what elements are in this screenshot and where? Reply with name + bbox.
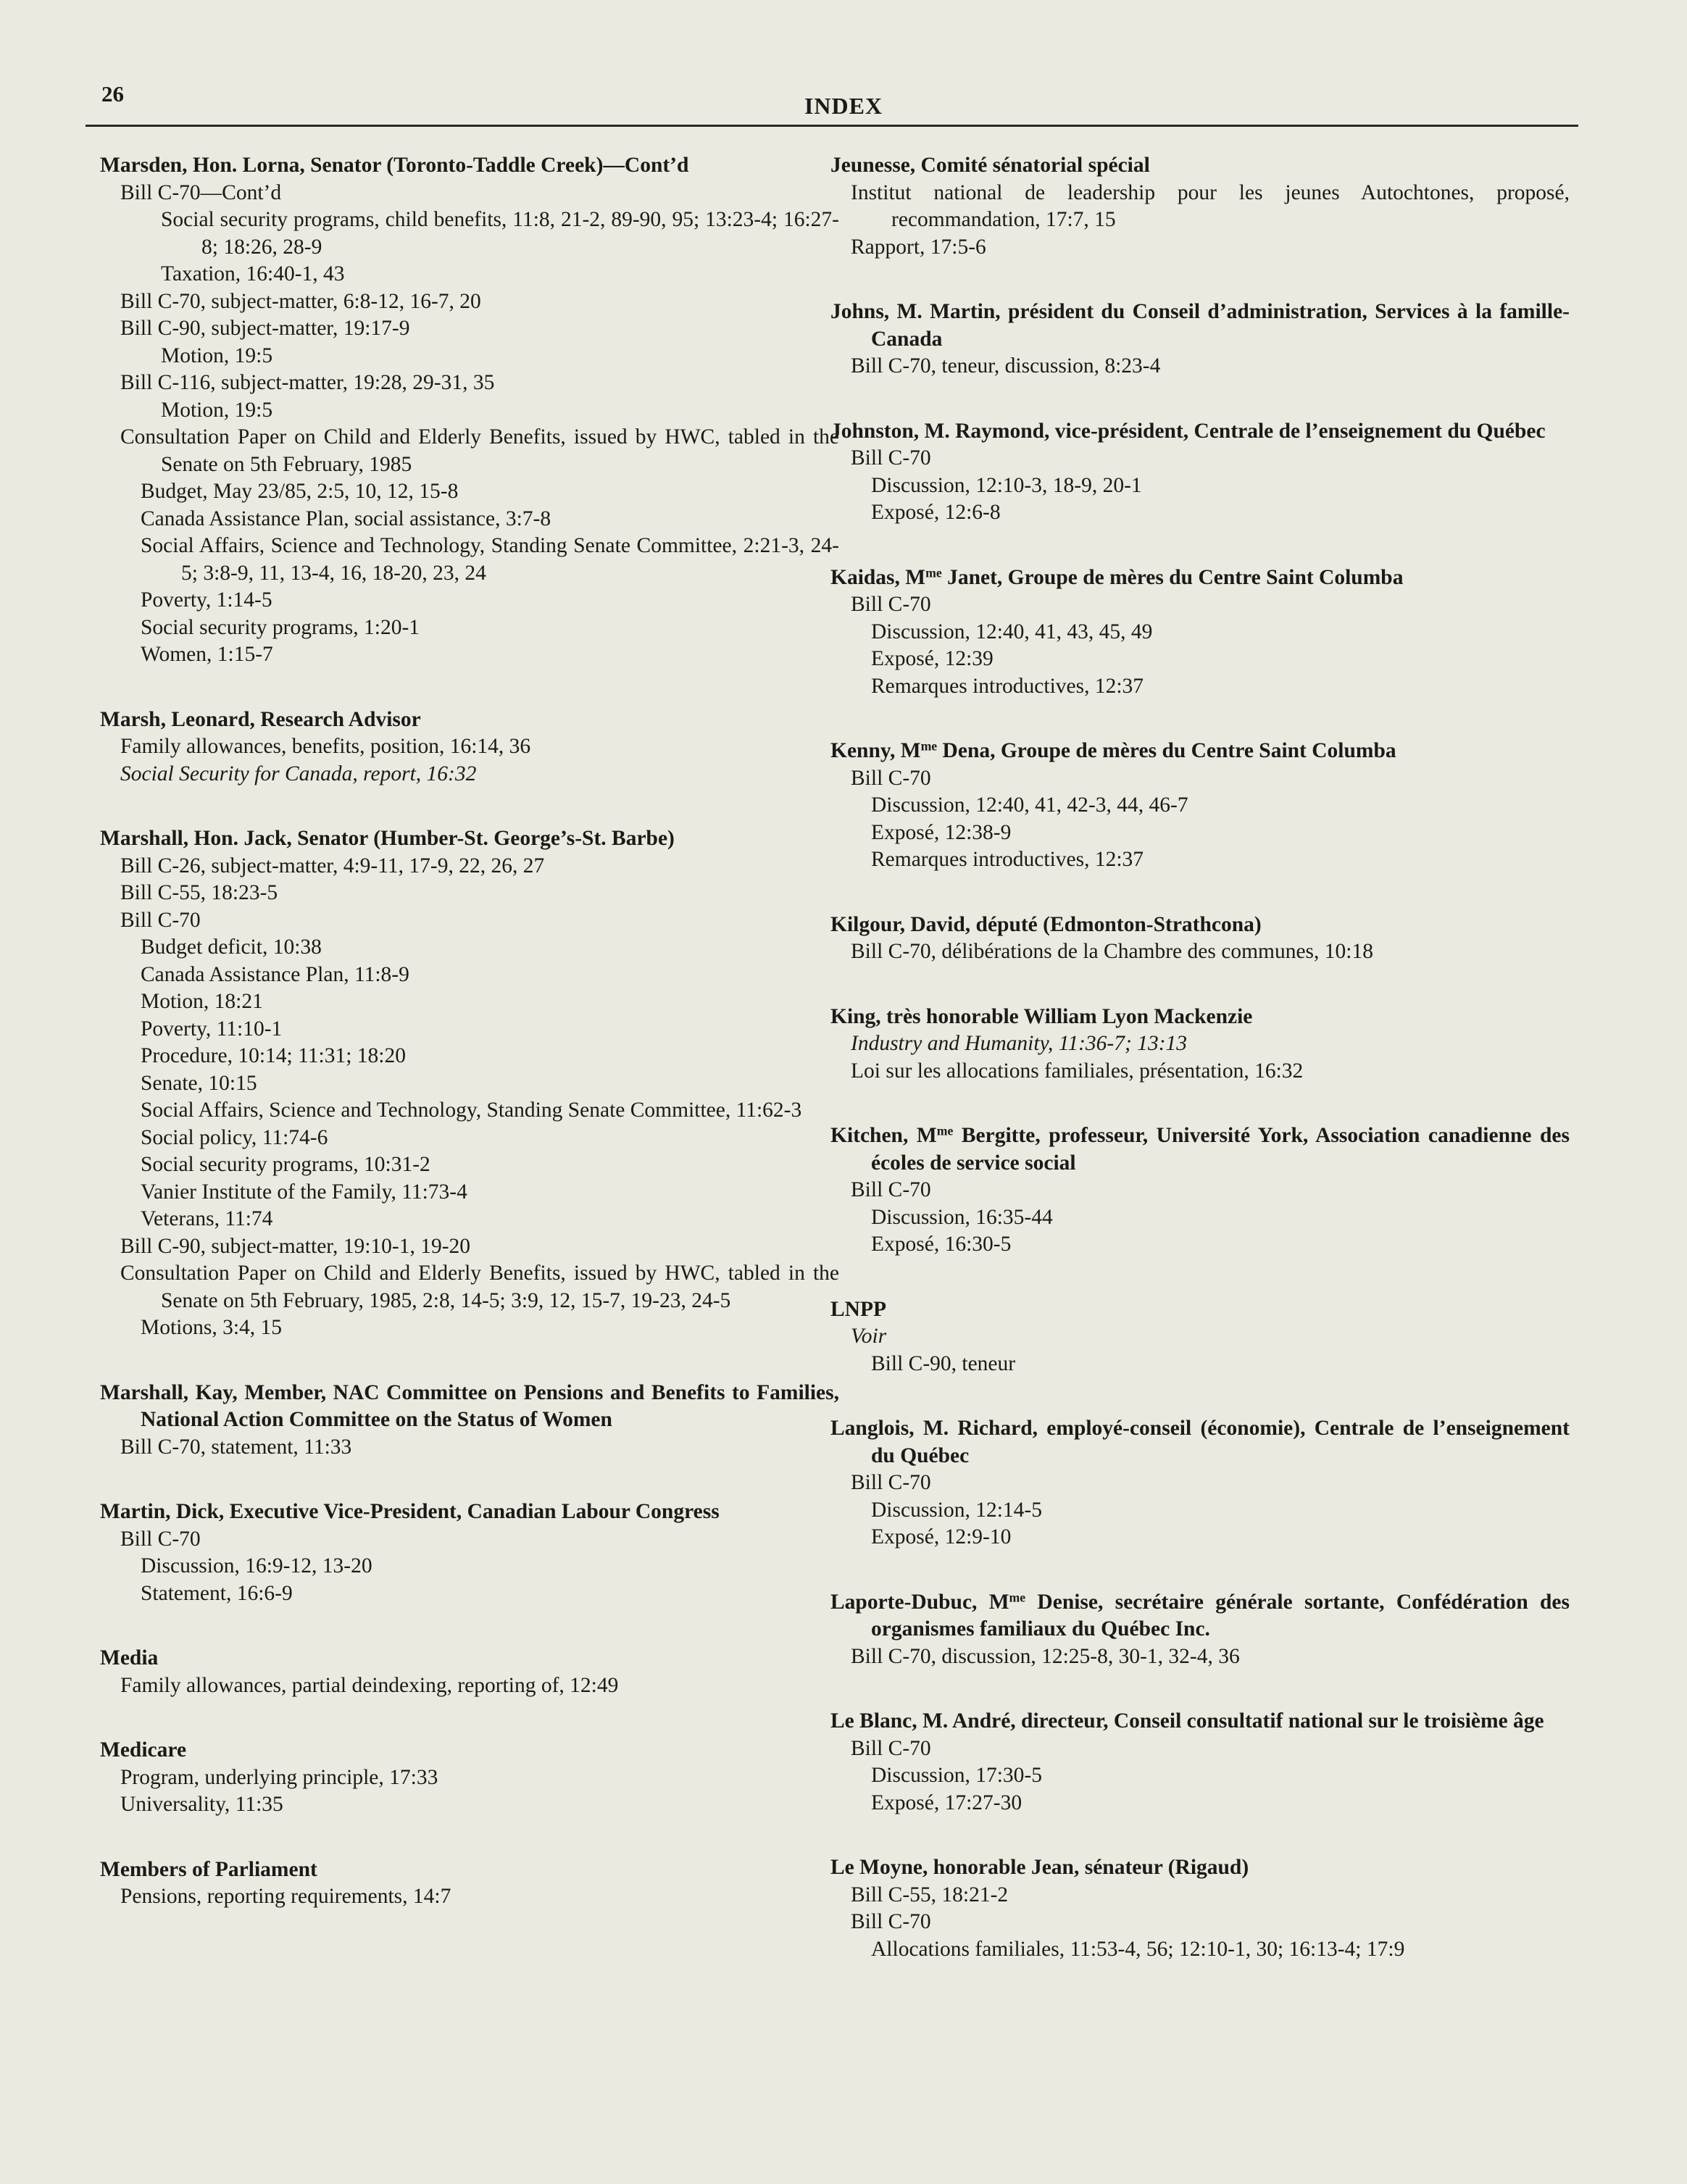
index-subentry: Discussion, 12:40, 41, 42-3, 44, 46-7 <box>871 793 1188 817</box>
index-entry <box>830 1415 1570 1551</box>
index-subentry: Bill C-70—Cont’d <box>120 180 282 204</box>
index-entry <box>830 1004 1570 1085</box>
index-subentry: Social Security for Canada, report, 16:32 <box>120 762 477 785</box>
index-subentry: Bill C-90, subject-matter, 19:17-9 <box>120 317 410 340</box>
index-subentry: Bill C-70 <box>851 1178 931 1201</box>
index-entry <box>830 738 1570 874</box>
index-entry <box>100 1856 839 1911</box>
index-subentry: Veterans, 11:74 <box>141 1207 273 1230</box>
index-column-right <box>830 152 1570 2001</box>
index-entry <box>830 1296 1570 1378</box>
index-subentry: Remarques introductives, 12:37 <box>871 674 1144 698</box>
index-subentry: Discussion, 16:9-12, 13-20 <box>141 1554 372 1577</box>
index-subentry: Exposé, 12:38-9 <box>871 820 1012 844</box>
index-subentry: Exposé, 16:30-5 <box>871 1233 1012 1256</box>
index-entry <box>830 299 1570 380</box>
index-subentry: Bill C-70, teneur, discussion, 8:23-4 <box>851 354 1161 378</box>
index-subentry: Poverty, 11:10-1 <box>141 1017 283 1041</box>
index-subentry: Bill C-70, subject-matter, 6:8-12, 16-7, 20 <box>120 289 481 313</box>
index-entry <box>100 1737 839 1819</box>
index-heading: Kitchen, $M^{me}$ Bergitte, professeur, Université York, Association canadienne des écoles de service social <box>830 1123 1570 1175</box>
index-subentry: Bill C-70, délibérations de la Chambre des communes, 10:18 <box>851 940 1373 963</box>
index-subentry: Discussion, 16:35-44 <box>871 1205 1053 1229</box>
index-subentry: Social security programs, 10:31-2 <box>141 1153 430 1176</box>
index-heading: Johnston, M. Raymond, vice-président, Centrale de l’enseignement du Québec <box>830 419 1546 443</box>
index-subentry: Motion, 19:5 <box>161 398 273 422</box>
index-heading: Le Blanc, M. André, directeur, Conseil consultatif national sur le troisième âge <box>830 1709 1544 1733</box>
index-subentry: Poverty, 1:14-5 <box>141 588 272 612</box>
index-heading: Marsden, Hon. Lorna, Senator (Toronto-Taddle Creek)—Cont’d <box>100 154 689 177</box>
index-heading: LNPP <box>830 1297 887 1321</box>
index-subentry: Women, 1:15-7 <box>141 643 273 666</box>
index-heading: Medicare <box>100 1738 187 1762</box>
index-subentry: Social Affairs, Science and Technology, Standing Senate Committee, 11:62-3 <box>141 1099 802 1122</box>
index-entry <box>100 152 839 669</box>
index-entry <box>830 1854 1570 1963</box>
index-subentry: Exposé, 17:27-30 <box>871 1791 1022 1814</box>
index-entry <box>830 1708 1570 1817</box>
index-heading: King, très honorable William Lyon Mackenzie <box>830 1004 1253 1028</box>
index-heading: Kilgour, David, député (Edmonton-Strathcona) <box>830 912 1262 936</box>
index-subentry: Canada Assistance Plan, social assistance, 3:7-8 <box>141 507 551 530</box>
index-subentry: Industry and Humanity, 11:36-7; 13:13 <box>851 1032 1188 1055</box>
index-subentry: Budget, May 23/85, 2:5, 10, 12, 15-8 <box>141 480 459 503</box>
index-subentry: Procedure, 10:14; 11:31; 18:20 <box>141 1044 406 1067</box>
index-subentry: Motion, 19:5 <box>161 343 273 367</box>
index-heading: Kaidas, $M^{me}$ Janet, Groupe de mères du Centre Saint Columba <box>830 564 1404 589</box>
index-entry <box>830 1589 1570 1671</box>
index-subentry: Family allowances, partial deindexing, reporting of, 12:49 <box>120 1673 619 1697</box>
index-subentry: Bill C-70 <box>851 1910 931 1933</box>
index-subentry: Social security programs, child benefits, 11:8, 21-2, 89-90, 95; 13:23-4; 16:27-8; 18:26, 28-9 <box>161 208 839 259</box>
index-entry <box>830 1122 1570 1259</box>
index-subentry: Program, underlying principle, 17:33 <box>120 1765 438 1789</box>
index-entry <box>830 418 1570 527</box>
index-subentry: Exposé, 12:6-8 <box>871 501 1001 524</box>
index-subentry: Bill C-70 <box>120 908 201 932</box>
index-subentry: Statement, 16:6-9 <box>141 1581 293 1605</box>
index-subentry: Social security programs, 1:20-1 <box>141 615 420 639</box>
page-number: 26 <box>101 81 124 107</box>
index-heading: Media <box>100 1646 159 1670</box>
index-subentry: Consultation Paper on Child and Elderly Benefits, issued by HWC, tabled in the Senate on 5th February, 1985, 2:8, 14-5; 3:9, 12, 15-7, 19-23, 24-5 <box>120 1262 839 1312</box>
header-rule <box>86 125 1578 127</box>
index-subentry: Bill C-70 <box>851 1471 931 1494</box>
index-subentry: Family allowances, benefits, position, 16:14, 36 <box>120 735 531 758</box>
index-heading: Marshall, Hon. Jack, Senator (Humber-St. George’s-St. Barbe) <box>100 827 675 850</box>
index-subentry: Allocations familiales, 11:53-4, 56; 12:10-1, 30; 16:13-4; 17:9 <box>871 1937 1405 1961</box>
index-heading: Martin, Dick, Executive Vice-President, Canadian Labour Congress <box>100 1500 720 1523</box>
index-subentry: Bill C-90, subject-matter, 19:10-1, 19-20 <box>120 1234 471 1258</box>
index-subentry: Bill C-70, statement, 11:33 <box>120 1435 352 1459</box>
index-entry <box>100 707 839 788</box>
index-subentry: Remarques introductives, 12:37 <box>871 848 1144 871</box>
index-heading: Laporte-Dubuc, $M^{me}$ Denise, secrétaire générale sortante, Confédération des organismes familiaux du Québec Inc. <box>830 1589 1570 1641</box>
index-heading: Members of Parliament <box>100 1857 317 1881</box>
index-subentry: Exposé, 12:9-10 <box>871 1525 1012 1549</box>
index-subentry: Bill C-55, 18:21-2 <box>851 1883 1009 1906</box>
index-subentry: Bill C-70 <box>120 1527 201 1551</box>
index-subentry: Bill C-70, discussion, 12:25-8, 30-1, 32-4, 36 <box>851 1644 1240 1668</box>
index-subentry: Bill C-70 <box>851 1736 931 1760</box>
index-subentry: Voir <box>851 1325 887 1348</box>
index-heading: Le Moyne, honorable Jean, sénateur (Rigaud) <box>830 1856 1249 1879</box>
index-subentry: Exposé, 12:39 <box>871 647 994 670</box>
index-entry <box>830 912 1570 966</box>
index-entry <box>100 1380 839 1462</box>
index-subentry: Bill C-70 <box>851 766 931 790</box>
index-subentry: Social policy, 11:74-6 <box>141 1125 328 1149</box>
index-subentry: Discussion, 12:10-3, 18-9, 20-1 <box>871 473 1142 497</box>
index-subentry: Vanier Institute of the Family, 11:73-4 <box>141 1180 467 1204</box>
index-subentry: Bill C-26, subject-matter, 4:9-11, 17-9, 22, 26, 27 <box>120 854 545 878</box>
index-subentry: Consultation Paper on Child and Elderly Benefits, issued by HWC, tabled in the Senate on 5th February, 1985 <box>120 425 839 476</box>
index-entry <box>100 1645 839 1699</box>
index-subentry: Rapport, 17:5-6 <box>851 235 986 259</box>
index-heading: Marshall, Kay, Member, NAC Committee on Pensions and Benefits to Families, National Action Committee on the Status of Women <box>100 1380 839 1431</box>
index-heading: Johns, M. Martin, président du Conseil d’administration, Services à la famille-Canada <box>830 300 1570 351</box>
index-heading: Kenny, $M^{me}$ Dena, Groupe de mères du Centre Saint Columba <box>830 738 1396 762</box>
index-subentry: Discussion, 17:30-5 <box>871 1764 1042 1787</box>
index-subentry: Loi sur les allocations familiales, présentation, 16:32 <box>851 1059 1304 1083</box>
index-subentry: Canada Assistance Plan, 11:8-9 <box>141 962 409 986</box>
index-subentry: Bill C-70 <box>851 593 931 616</box>
index-heading: Langlois, M. Richard, employé-conseil (économie), Centrale de l’enseignement du Québec <box>830 1417 1570 1467</box>
index-heading: Jeunesse, Comité sénatorial spécial <box>830 154 1150 177</box>
index-column-left <box>100 152 839 1948</box>
index-subentry: Institut national de leadership pour les jeunes Autochtones, proposé, recommandation, 17:7, 15 <box>851 180 1570 231</box>
index-subentry: Social Affairs, Science and Technology, Standing Senate Committee, 2:21-3, 24-5; 3:8-9, 11, 13-4, 16, 18-20, 23, 24 <box>141 534 839 585</box>
index-subentry: Senate, 10:15 <box>141 1071 257 1095</box>
index-subentry: Pensions, reporting requirements, 14:7 <box>120 1885 451 1908</box>
running-head: INDEX <box>804 93 883 119</box>
index-subentry: Discussion, 12:14-5 <box>871 1498 1042 1522</box>
index-entry <box>830 564 1570 701</box>
index-subentry: Motions, 3:4, 15 <box>141 1316 283 1339</box>
index-subentry: Bill C-90, teneur <box>871 1351 1016 1375</box>
index-subentry: Budget deficit, 10:38 <box>141 935 322 959</box>
index-subentry: Motion, 18:21 <box>141 990 263 1013</box>
index-entry <box>100 1499 839 1607</box>
index-heading: Marsh, Leonard, Research Advisor <box>100 707 421 731</box>
index-subentry: Bill C-70 <box>851 446 931 470</box>
index-entry <box>100 825 839 1342</box>
index-subentry: Discussion, 12:40, 41, 43, 45, 49 <box>871 620 1153 643</box>
index-subentry: Universality, 11:35 <box>120 1793 283 1816</box>
index-subentry: Bill C-55, 18:23-5 <box>120 881 278 904</box>
index-subentry: Bill C-116, subject-matter, 19:28, 29-31, 35 <box>120 371 495 394</box>
index-entry <box>830 152 1570 261</box>
index-subentry: Taxation, 16:40-1, 43 <box>161 262 345 285</box>
